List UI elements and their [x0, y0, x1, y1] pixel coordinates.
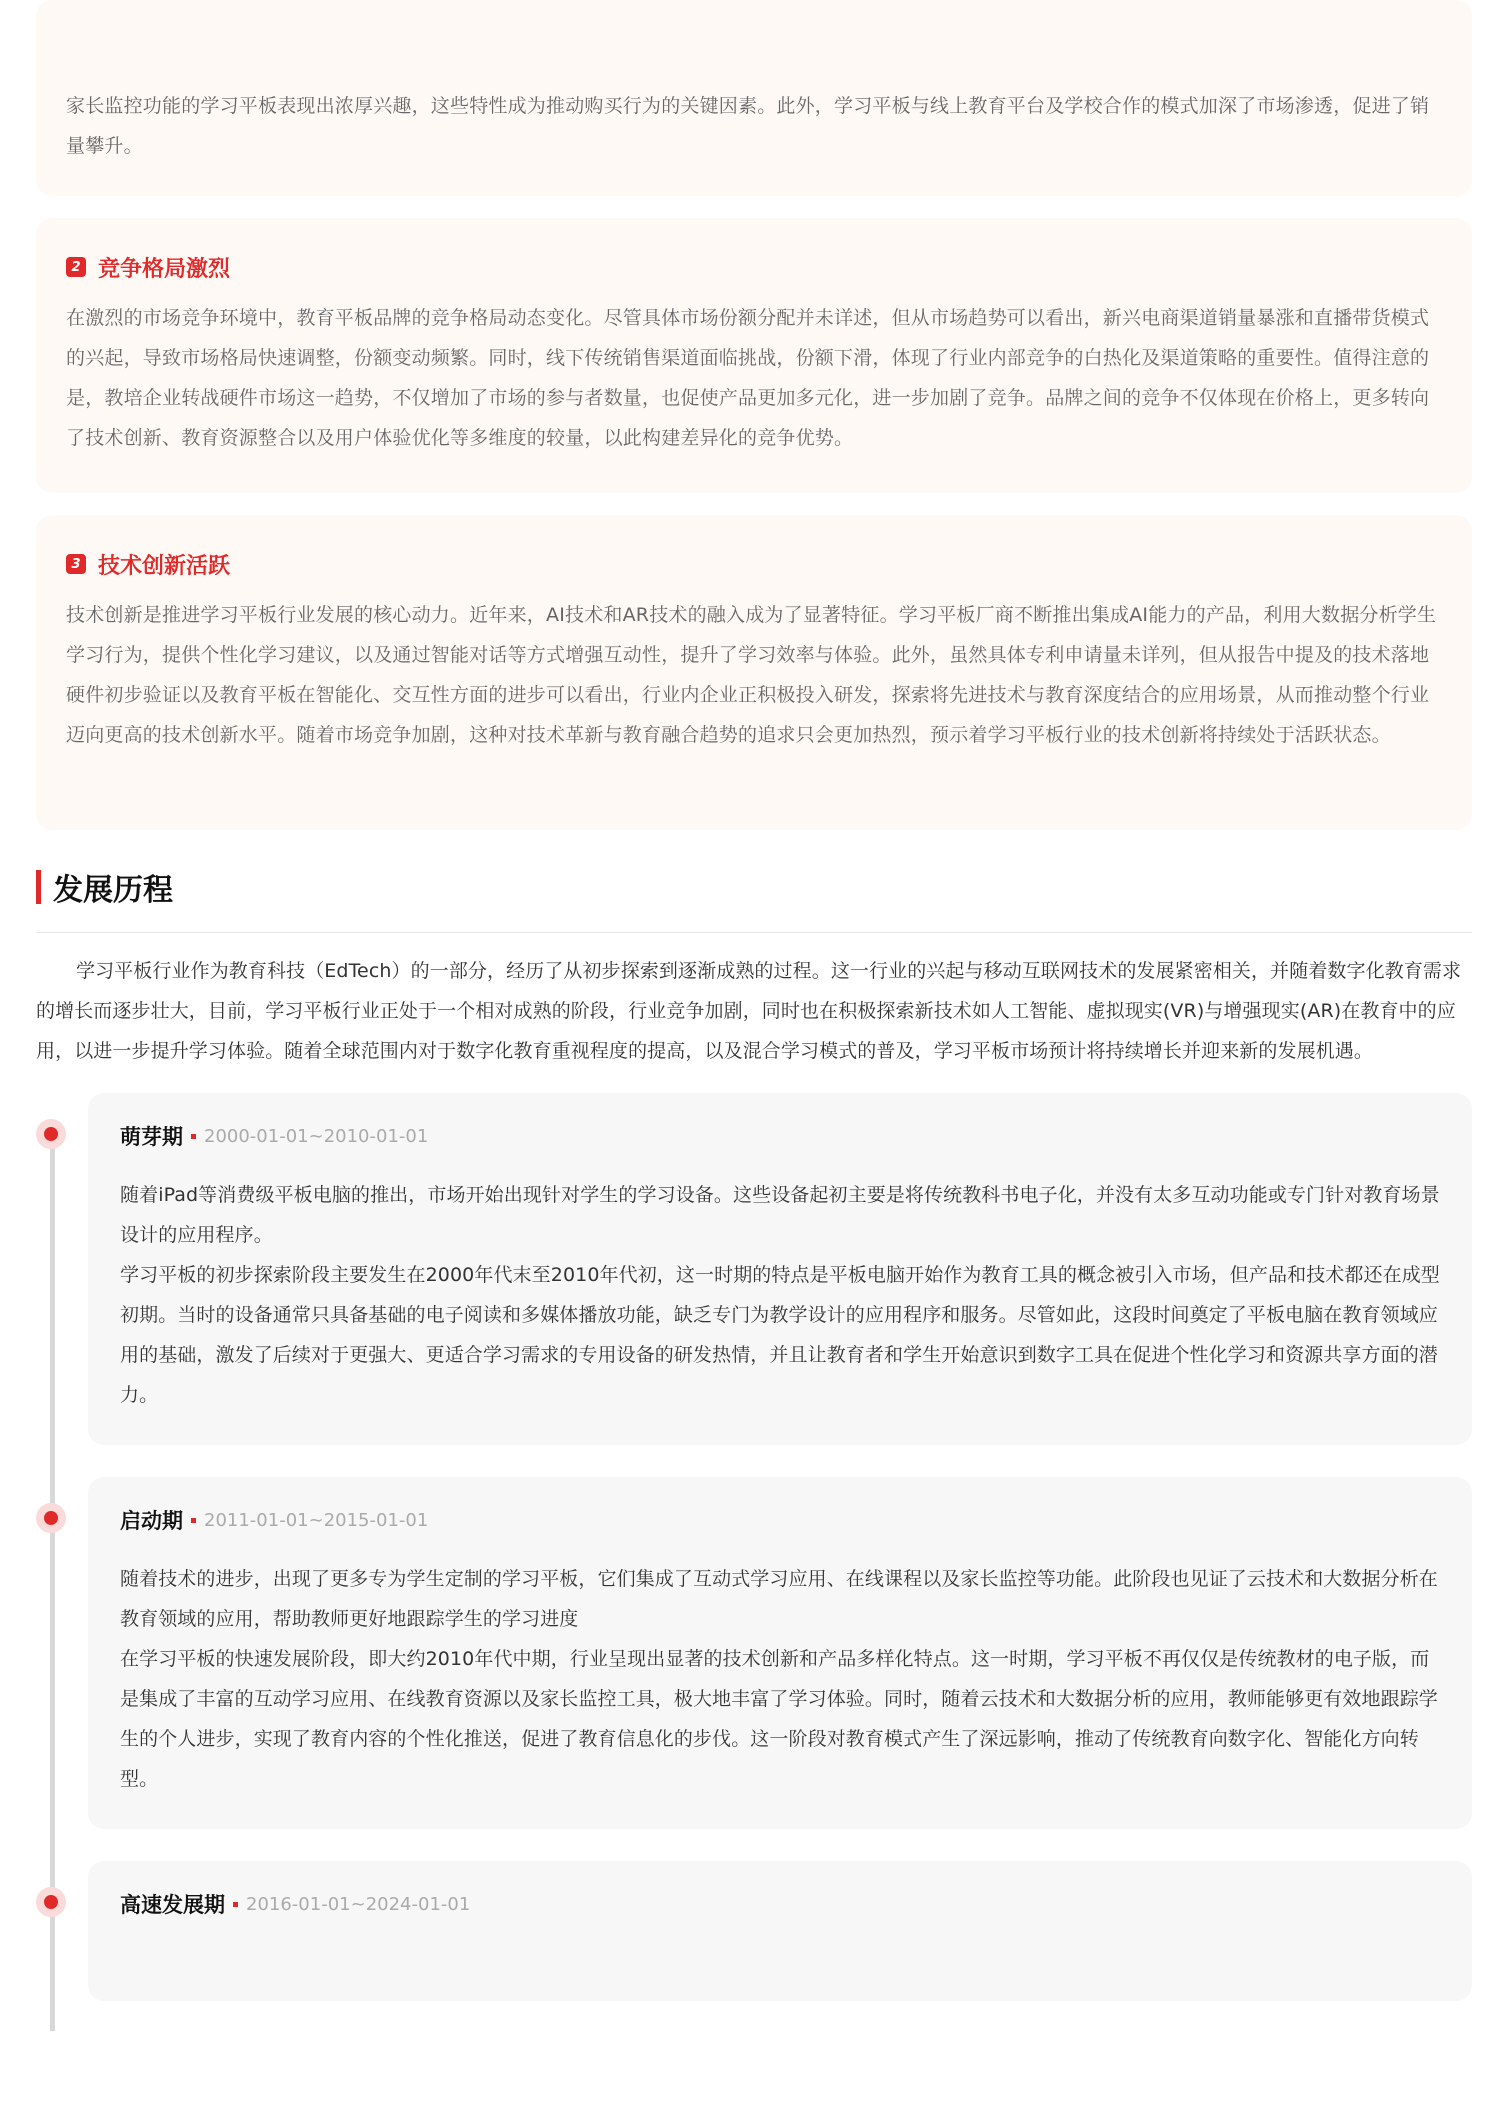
card-title: 竞争格局激烈	[98, 256, 231, 282]
card-header	[66, 547, 1442, 581]
stage-body	[120, 1175, 1440, 1415]
stage-detail: 学习平板的初步探索阶段主要发生在2000年代末至2010年代初，这一时期的特点是平板电脑开始作为教育工具的概念被引入市场，但产品和技术都还在成型初期。当时的设备通常只具备基础的电子阅读和多媒体播放功能，缺乏专门为教学设计的应用程序和服务。尽管如此，这段时间奠定了平板电脑在教育领域应用的基础，激发了后续对于更强大、更适合学习需求的专用设备的研发热情，并且让教育者和学生开始意识到数字工具在促进个性化学习和资源共享方面的潜力。	[120, 1264, 1440, 1406]
card-paragraph: 在激烈的市场竞争环境中，教育平板品牌的竞争格局动态变化。尽管具体市场份额分配并未详述，但从市场趋势可以看出，新兴电商渠道销量暴涨和直播带货模式的兴起，导致市场格局快速调整，份额变动频繁。同时，线下传统销售渠道面临挑战，份额下滑，体现了行业内部竞争的白热化及渠道策略的重要性。值得注意的是，教培企业转战硬件市场这一趋势，不仅增加了市场的参与者数量，也促使产品更加多元化，进一步加剧了竞争。品牌之间的竞争不仅体现在价格上，更多转向了技术创新、教育资源整合以及用户体验优化等多维度的较量，以此构建差异化的竞争优势。	[66, 307, 1430, 449]
stage-name: 高速发展期	[120, 1893, 225, 1917]
card-paragraph: 家长监控功能的学习平板表现出浓厚兴趣，这些特性成为推动购买行为的关键因素。此外，学习平板与线上教育平台及学校合作的模式加深了市场渗透，促进了销量攀升。	[66, 95, 1430, 157]
stage-date-range: 2011-01-01~2015-01-01	[204, 1509, 429, 1531]
stage-summary: 随着iPad等消费级平板电脑的推出，市场开始出现针对学生的学习设备。这些设备起初主要是将传统教科书电子化，并没有太多互动功能或专门针对教育场景设计的应用程序。	[120, 1184, 1440, 1246]
number-badge: 2	[66, 257, 86, 277]
timeline-dot-icon	[36, 1503, 66, 1533]
timeline-header	[120, 1503, 1440, 1537]
stage-date-range: 2000-01-01~2010-01-01	[204, 1125, 429, 1147]
timeline-dot-icon	[36, 1887, 66, 1917]
highlight-card-continued	[36, 0, 1472, 196]
separator-square-icon	[233, 1902, 238, 1907]
stage-summary: 随着技术的进步，出现了更多专为学生定制的学习平板，它们集成了互动式学习应用、在线课程以及家长监控等功能。此阶段也见证了云技术和大数据分析在教育领域的应用，帮助教师更好地跟踪学生的学习进度	[120, 1568, 1438, 1630]
stage-name: 启动期	[120, 1509, 183, 1533]
timeline-header	[120, 1887, 1440, 1921]
section-header	[36, 860, 1472, 914]
report-page	[36, 0, 1472, 2001]
stage-detail: 在学习平板的快速发展阶段，即大约2010年代中期，行业呈现出显著的技术创新和产品多样化特点。这一时期，学习平板不再仅仅是传统教材的电子版，而是集成了丰富的互动学习应用、在线教育资源以及家长监控工具，极大地丰富了学习体验。同时，随着云技术和大数据分析的应用，教师能够更有效地跟踪学生的个人进步，实现了教育内容的个性化推送，促进了教育信息化的步伐。这一阶段对教育模式产生了深远影响，推动了传统教育向数字化、智能化方向转型。	[120, 1648, 1438, 1790]
section-accent-bar	[36, 870, 41, 904]
number-badge: 3	[66, 554, 86, 574]
card-header	[66, 250, 1442, 284]
section-intro: 学习平板行业作为教育科技（EdTech）的一部分，经历了从初步探索到逐渐成熟的过程。这一行业的兴起与移动互联网技术的发展紧密相关，并随着数字化教育需求的增长而逐步壮大，目前，学习平板行业正处于一个相对成熟的阶段，行业竞争加剧，同时也在积极探索新技术如人工智能、虚拟现实(VR)与增强现实(AR)在教育中的应用，以进一步提升学习体验。随着全球范围内对于数字化教育重视程度的提高，以及混合学习模式的普及，学习平板市场预计将持续增长并迎来新的发展机遇。	[36, 960, 1462, 1062]
section-divider	[36, 932, 1472, 933]
stage-body	[120, 1559, 1440, 1799]
timeline-header	[120, 1119, 1440, 1153]
timeline-item-rapid-growth	[88, 1861, 1472, 2001]
highlight-card-competition	[36, 218, 1472, 493]
timeline-item-startup	[88, 1477, 1472, 1829]
timeline-dot-icon	[36, 1119, 66, 1149]
card-title: 技术创新活跃	[98, 553, 231, 579]
stage-name: 萌芽期	[120, 1125, 183, 1149]
separator-square-icon	[191, 1134, 196, 1139]
highlight-card-innovation	[36, 515, 1472, 830]
timeline	[36, 1093, 1472, 2001]
separator-square-icon	[191, 1518, 196, 1523]
section-title: 发展历程	[53, 873, 173, 908]
card-paragraph: 技术创新是推进学习平板行业发展的核心动力。近年来，AI技术和AR技术的融入成为了显著特征。学习平板厂商不断推出集成AI能力的产品，利用大数据分析学生学习行为，提供个性化学习建议，以及通过智能对话等方式增强互动性，提升了学习效率与体验。此外，虽然具体专利申请量未详列，但从报告中提及的技术落地硬件初步验证以及教育平板在智能化、交互性方面的进步可以看出，行业内企业正积极投入研发，探索将先进技术与教育深度结合的应用场景，从而推动整个行业迈向更高的技术创新水平。随着市场竞争加剧，这种对技术革新与教育融合趋势的追求只会更加热烈，预示着学习平板行业的技术创新将持续处于活跃状态。	[66, 604, 1437, 746]
timeline-item-germination	[88, 1093, 1472, 1445]
stage-date-range: 2016-01-01~2024-01-01	[246, 1893, 471, 1915]
